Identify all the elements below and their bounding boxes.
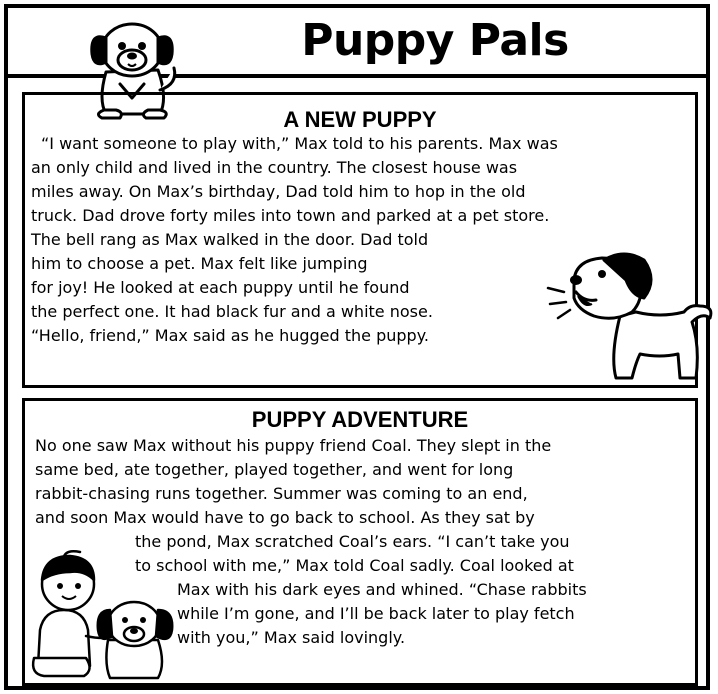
story-line: an only child and lived in the country. The closest house was <box>31 158 518 177</box>
story-line: rabbit-chasing runs together. Summer was coming to an end, <box>35 484 528 503</box>
story-line: miles away. On Max’s birthday, Dad told him to hop in the old <box>31 182 526 201</box>
story-line: the perfect one. It had black fur and a white nose. <box>31 302 433 321</box>
story-line: for joy! He looked at each puppy until he found <box>31 278 410 297</box>
story-line: same bed, ate together, played together, and went for long <box>35 460 514 479</box>
story-line: “Hello, friend,” Max said as he hugged the puppy. <box>31 326 429 345</box>
story-line: him to choose a pet. Max felt like jumping <box>31 254 368 273</box>
boy-with-puppy-icon <box>24 540 184 682</box>
story-line: truck. Dad drove forty miles into town and parked at a pet store. <box>31 206 550 225</box>
story-line: while I’m gone, and I’ll be back later to play fetch <box>177 604 575 623</box>
story-line: Max with his dark eyes and whined. “Chase rabbits <box>177 580 587 599</box>
barking-puppy-icon <box>540 246 715 384</box>
story-line: The bell rang as Max walked in the door. Dad told <box>31 230 429 249</box>
story-line: and soon Max would have to go back to school. As they sat by <box>35 508 535 527</box>
story-line: the pond, Max scratched Coal’s ears. “I can’t take you <box>135 532 570 551</box>
story-line: “I want someone to play with,” Max told to his parents. Max was <box>41 134 558 153</box>
story-heading: A NEW PUPPY <box>283 107 437 132</box>
story-line: with you,” Max said lovingly. <box>177 628 406 647</box>
story-line: to school with me,” Max told Coal sadly. Coal looked at <box>135 556 574 575</box>
page-title: Puppy Pals <box>301 15 569 66</box>
story-line: No one saw Max without his puppy friend Coal. They slept in the <box>35 436 552 455</box>
story-heading: PUPPY ADVENTURE <box>251 407 469 432</box>
